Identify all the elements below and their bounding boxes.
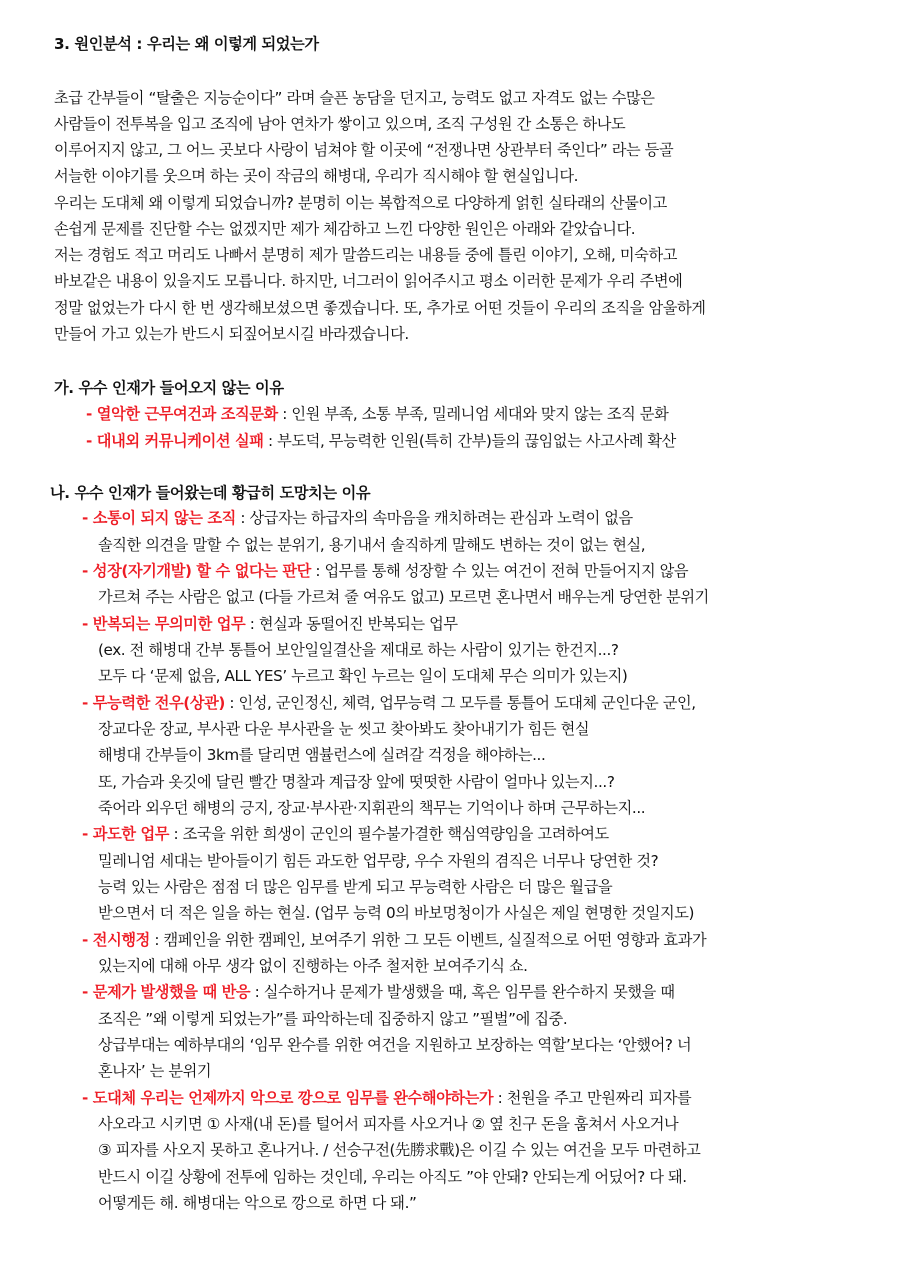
list-item — [86, 431, 676, 451]
item-continuation: 능력 있는 사람은 점점 더 많은 임무를 받게 되고 무능력한 사람은 더 많은 월급을 — [98, 878, 613, 896]
list-dash: - — [86, 405, 97, 423]
list-item — [82, 561, 688, 581]
list-item — [82, 824, 609, 844]
intro-line: 만들어 가고 있는가 반드시 되짚어보시길 바라겠습니다. — [54, 325, 409, 343]
list-item — [82, 930, 706, 950]
item-key: 반복되는 무의미한 업무 — [92, 615, 246, 633]
item-continuation: 혼나자’ 는 분위기 — [98, 1062, 212, 1080]
list-dash: - — [82, 1089, 93, 1107]
intro-line: 서늘한 이야기를 웃으며 하는 곳이 작금의 해병대, 우리가 직시해야 할 현실입니다. — [54, 167, 579, 185]
intro-line: 초급 간부들이 “탈출은 지능순이다” 라며 슬픈 농담을 던지고, 능력도 없고 자격도 없는 수많은 — [54, 89, 655, 107]
section-title: 3. 원인분석 : 우리는 왜 이렇게 되었는가 — [54, 35, 319, 53]
section-ga-heading: 가. 우수 인재가 들어오지 않는 이유 — [54, 379, 284, 397]
item-text: : 현실과 동떨어진 반복되는 업무 — [245, 615, 458, 633]
item-key: 도대체 우리는 언제까지 악으로 깡으로 임무를 완수해야하는가 — [92, 1089, 494, 1107]
section-na-heading: 나. 우수 인재가 들어왔는데 황급히 도망치는 이유 — [50, 484, 371, 502]
item-continuation: 죽어라 외우던 해병의 긍지, 장교·부사관·지휘관의 책무는 기억이나 하며 근무하는지... — [98, 799, 646, 817]
item-continuation: 사오라고 시키면 ① 사재(내 돈)를 털어서 피자를 사오거나 ② 옆 친구 돈을 훔쳐서 사오거나 — [98, 1115, 679, 1133]
item-continuation: 조직은 ”왜 이렇게 되었는가”를 파악하는데 집중하지 않고 ”필벌”에 집중. — [98, 1010, 568, 1028]
item-continuation: 있는지에 대해 아무 생각 없이 진행하는 아주 철저한 보여주기식 쇼. — [98, 957, 528, 975]
intro-line: 사람들이 전투복을 입고 조직에 남아 연차가 쌓이고 있으며, 조직 구성원 간 소통은 하나도 — [54, 115, 626, 133]
item-continuation: 또, 가슴과 옷깃에 달린 빨간 명찰과 계급장 앞에 떳떳한 사람이 얼마나 있는지...? — [98, 773, 615, 791]
item-text: : 인성, 군인정신, 체력, 업무능력 그 모두를 통틀어 도대체 군인다운 군인, — [224, 694, 696, 712]
list-dash: - — [82, 509, 93, 527]
list-item — [82, 614, 458, 634]
item-key: 전시행정 — [92, 931, 150, 949]
item-text: : 업무를 통해 성장할 수 있는 여건이 전혀 만들어지지 않음 — [310, 562, 689, 580]
item-key: 무능력한 전우(상관) — [92, 694, 225, 712]
item-continuation: (ex. 전 해병대 간부 통틀어 보안일일결산을 제대로 하는 사람이 있기는 한건지...? — [98, 641, 619, 659]
list-dash: - — [82, 983, 93, 1001]
intro-line: 이루어지지 않고, 그 어느 곳보다 사랑이 넘쳐야 할 이곳에 “전쟁나면 상관부터 죽인다” 라는 등골 — [54, 141, 674, 159]
list-item — [82, 508, 633, 528]
item-continuation: 해병대 간부들이 3km를 달리면 앰뷸런스에 실려갈 걱정을 해야하는... — [98, 746, 546, 764]
item-continuation: 모두 다 ‘문제 없음, ALL YES’ 누르고 확인 누르는 일이 도대체 무슨 의미가 있는지) — [98, 667, 628, 685]
item-text: : 인원 부족, 소통 부족, 밀레니엄 세대와 맞지 않는 조직 문화 — [277, 405, 669, 423]
intro-line: 바보같은 내용이 있을지도 모릅니다. 하지만, 너그러이 읽어주시고 평소 이러한 문제가 우리 주변에 — [54, 272, 683, 290]
item-key: 열악한 근무여건과 조직문화 — [96, 405, 278, 423]
list-item — [82, 982, 675, 1002]
item-key: 과도한 업무 — [92, 825, 170, 843]
list-dash: - — [82, 825, 93, 843]
item-key: 소통이 되지 않는 조직 — [92, 509, 236, 527]
list-dash: - — [86, 432, 97, 450]
list-item — [82, 693, 696, 713]
item-text: : 조국을 위한 희생이 군인의 필수불가결한 핵심역량임을 고려하여도 — [169, 825, 609, 843]
item-key: 대내외 커뮤니케이션 실패 — [96, 432, 264, 450]
item-text: : 실수하거나 문제가 발생했을 때, 혹은 임무를 완수하지 못했을 때 — [250, 983, 675, 1001]
item-continuation: 가르쳐 주는 사람은 없고 (다들 가르쳐 줄 여유도 없고) 모르면 혼나면서 배우는게 당연한 분위기 — [98, 588, 709, 606]
item-key: 문제가 발생했을 때 반응 — [92, 983, 251, 1001]
item-continuation: 어떻게든 해. 해병대는 악으로 깡으로 하면 다 돼.” — [98, 1194, 417, 1212]
item-continuation: 솔직한 의견을 말할 수 없는 분위기, 용기내서 솔직하게 말해도 변하는 것이 없는 현실, — [98, 536, 646, 554]
item-key: 성장(자기개발) 할 수 없다는 판단 — [92, 562, 311, 580]
item-continuation: ③ 피자를 사오지 못하고 혼나거나. / 선승구전(先勝求戰)은 이길 수 있는 여건을 모두 마련하고 — [98, 1141, 701, 1159]
item-continuation: 받으면서 더 적은 일을 하는 현실. (업무 능력 0의 바보멍청이가 사실은 제일 현명한 것일지도) — [98, 904, 695, 922]
intro-line: 정말 없었는가 다시 한 번 생각해보셨으면 좋겠습니다. 또, 추가로 어떤 것들이 우리의 조직을 암울하게 — [54, 299, 706, 317]
intro-line: 손쉽게 문제를 진단할 수는 없겠지만 제가 체감하고 느낀 다양한 원인은 아래와 같았습니다. — [54, 220, 636, 238]
intro-line: 우리는 도대체 왜 이렇게 되었습니까? 분명히 이는 복합적으로 다양하게 얽힌 실타래의 산물이고 — [54, 194, 667, 212]
list-item — [82, 1088, 691, 1108]
list-dash: - — [82, 931, 93, 949]
item-continuation: 상급부대는 예하부대의 ‘임무 완수를 위한 여건을 지원하고 보장하는 역할’보다는 ‘안했어? 너 — [98, 1036, 692, 1054]
item-text: : 캠페인을 위한 캠페인, 보여주기 위한 그 모든 이벤트, 실질적으로 어떤 영향과 효과가 — [149, 931, 707, 949]
item-text: : 상급자는 하급자의 속마음을 캐치하려는 관심과 노력이 없음 — [235, 509, 633, 527]
item-text: : 천원을 주고 만원짜리 피자를 — [493, 1089, 692, 1107]
item-text: : 부도덕, 무능력한 인원(특히 간부)들의 끊임없는 사고사례 확산 — [263, 432, 676, 450]
list-item — [86, 404, 668, 424]
list-dash: - — [82, 562, 93, 580]
item-continuation: 밀레니엄 세대는 받아들이기 힘든 과도한 업무량, 우수 자원의 겸직은 너무나 당연한 것? — [98, 852, 659, 870]
list-dash: - — [82, 615, 93, 633]
intro-line: 저는 경험도 적고 머리도 나빠서 분명히 제가 말씀드리는 내용들 중에 틀린 이야기, 오해, 미숙하고 — [54, 246, 677, 264]
item-continuation: 반드시 이길 상황에 전투에 임하는 것인데, 우리는 아직도 ”야 안돼? 안되는게 어딨어? 다 돼. — [98, 1168, 687, 1186]
list-dash: - — [82, 694, 93, 712]
item-continuation: 장교다운 장교, 부사관 다운 부사관을 눈 씻고 찾아봐도 찾아내기가 힘든 현실 — [98, 720, 590, 738]
